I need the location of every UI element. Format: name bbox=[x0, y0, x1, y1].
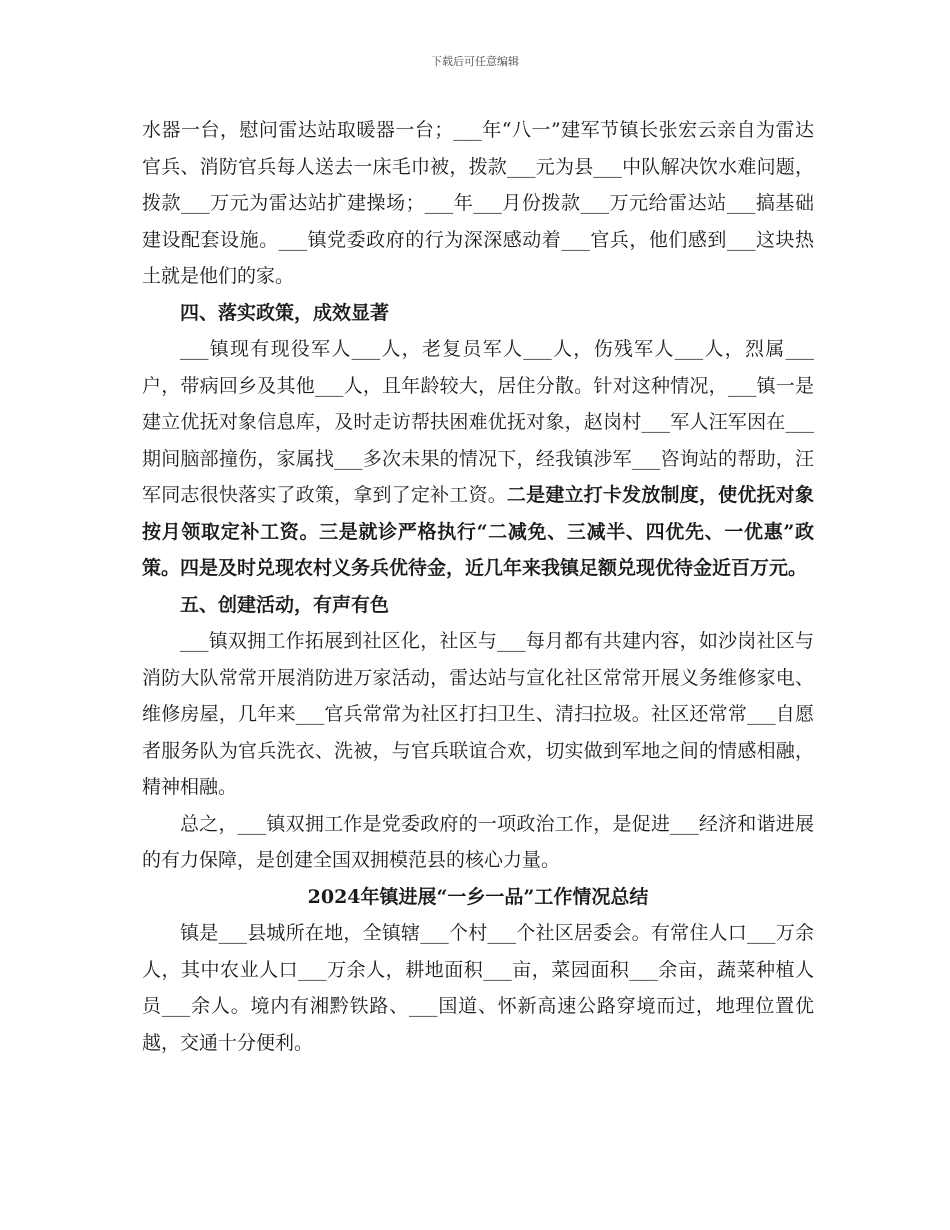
section-heading-5: 五、创建活动，有声有色 bbox=[180, 593, 390, 616]
document-title: 2024年镇进展“一乡一品”工作情况总结 bbox=[307, 885, 649, 908]
paragraph-6: 总之，___镇双拥工作是党委政府的一项政治工作，是促进___经济和谐进展的有力保障，是创建全国双拥模范县的核心力量。 bbox=[142, 812, 814, 871]
section-heading-4: 四、落实政策，成效显著 bbox=[180, 301, 390, 324]
paragraph-3-bold-text: 二是建立打卡发放制度，使优抚对象按月领取定补工资。三是就诊严格执行“二减免、三减半、四优先、一优惠”政策。四是及时兑现农村义务兵优待金，近几年来我镇足额兑现优待金近百万元。 bbox=[142, 484, 814, 579]
paragraph-3-normal-text: ___镇现有现役军人___人，老复员军人___人，伤残军人___人，烈属___户，带病回乡及其他___人，且年龄较大，居住分散。针对这种情况，___镇一是建立优抚对象信息库，及时走访帮扶困难优抚对象，赵岗村___军人汪军因在___期间脑部撞伤，家属找___多次未果的情况下，经我镇涉军___咨询站的帮助，汪军同志很快落实了政策，拿到了定补工资。 bbox=[142, 338, 814, 506]
paragraph-8: 镇是___县城所在地，全镇辖___个村___个社区居委会。有常住人口___万余人，其中农业人口___万余人，耕地面积___亩，菜园面积___余亩，蔬菜种植人员___余人。境内有湘黔铁路、___国道、怀新高速公路穿境而过，地理位置优越，交通十分便利。 bbox=[142, 922, 814, 1054]
paragraph-5: ___镇双拥工作拓展到社区化，社区与___每月都有共建内容，如沙岗社区与消防大队常常开展消防进万家活动，雷达站与宣化社区常常开展义务维修家电、维修房屋，几年来___官兵常常为社区打扫卫生、清扫拉圾。社区还常常___自愿者服务队为官兵洗衣、洗被，与官兵联谊合欢，切实做到军地之间的情感相融，精神相融。 bbox=[142, 630, 814, 798]
page-header: 下载后可任意编辑 bbox=[431, 55, 519, 68]
paragraph-1: 水器一台，慰问雷达站取暖器一台；___年“八一”建军节镇长张宏云亲自为雷达官兵、消防官兵每人送去一床毛巾被，拨款___元为县___中队解决饮水难问题，拨款___万元为雷达站扩建操场；___年___月份拨款___万元给雷达站___搞基础建设配套设施。___镇党委政府的行为深深感动着___官兵，他们感到___这块热土就是他们的家。 bbox=[142, 119, 814, 287]
document-body bbox=[142, 112, 814, 1061]
paragraph-3 bbox=[142, 331, 814, 587]
